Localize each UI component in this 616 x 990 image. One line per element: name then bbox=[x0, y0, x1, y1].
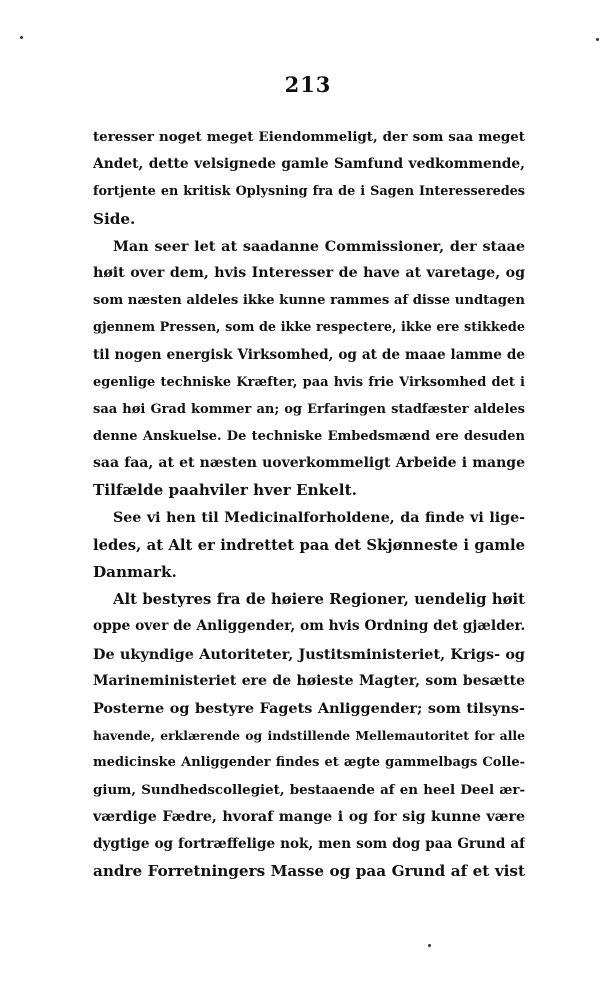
text-line: til nogen energisk Virksomhed, og at de maae lamme de bbox=[93, 346, 525, 363]
text-line: medicinske Anliggender findes et ægte gammelbags Colle- bbox=[93, 755, 525, 771]
text-line: Side. bbox=[93, 209, 136, 228]
text-line: Man seer let at saadanne Commissioner, der staae bbox=[113, 237, 525, 255]
text-line: Posterne og bestyre Fagets Anliggender; som tilsyns- bbox=[93, 699, 525, 717]
text-line: fortjente en kritisk Oplysning fra de i Sagen Interesseredes bbox=[93, 184, 525, 200]
ink-speck bbox=[596, 38, 599, 41]
text-line: Tilfælde paahviler hver Enkelt. bbox=[93, 481, 357, 500]
text-line: egenlige techniske Kræfter, paa hvis frie Virksomhed det i bbox=[93, 374, 525, 390]
text-line: teresser noget meget Eiendommeligt, der som saa meget bbox=[93, 129, 525, 145]
text-line: havende, erklærende og indstillende Mellemautoritet for alle bbox=[93, 728, 525, 744]
text-line: Marineministeriet ere de høieste Magter, som besætte bbox=[93, 672, 525, 689]
ink-speck bbox=[428, 944, 431, 947]
text-line: gium, Sundhedscollegiet, bestaaende af en heel Deel ær- bbox=[93, 781, 525, 798]
text-line: ledes, at Alt er indrettet paa det Skjønneste i gamle bbox=[93, 536, 525, 554]
text-line: De ukyndige Autoriteter, Justitsministeriet, Krigs- og bbox=[93, 645, 525, 663]
text-line: som næsten aldeles ikke kunne rammes af disse undtagen bbox=[93, 293, 525, 309]
text-line: Alt bestyres fra de høiere Regioner, uendelig høit bbox=[113, 591, 525, 609]
text-line: saa høi Grad kommer an; og Erfaringen stadfæster aldeles bbox=[93, 401, 525, 417]
text-line: saa faa, at et næsten uoverkommeligt Arbeide i mange bbox=[93, 455, 525, 472]
text-line: dygtige og fortræffelige nok, men som dog paa Grund af bbox=[93, 835, 525, 852]
text-line: gjennem Pressen, som de ikke respectere, ikke ere stikkede bbox=[93, 320, 525, 336]
text-line: See vi hen til Medicinalforholdene, da finde vi lige- bbox=[113, 509, 525, 526]
text-line: Andet, dette velsignede gamle Samfund vedkommende, bbox=[93, 156, 525, 173]
text-line: værdige Fædre, hvoraf mange i og for sig kunne være bbox=[93, 808, 525, 825]
text-line: Danmark. bbox=[93, 563, 177, 581]
text-line: høit over dem, hvis Interesser de have at varetage, og bbox=[93, 264, 525, 281]
ink-speck bbox=[20, 36, 23, 39]
text-line: oppe over de Anliggender, om hvis Ordning det gjælder. bbox=[93, 618, 525, 635]
text-line: andre Forretningers Masse og paa Grund af et vist bbox=[93, 862, 525, 881]
body-text bbox=[93, 124, 525, 885]
page-number: 213 bbox=[284, 72, 332, 97]
text-line: denne Anskuelse. De techniske Embedsmænd ere desuden bbox=[93, 429, 525, 445]
